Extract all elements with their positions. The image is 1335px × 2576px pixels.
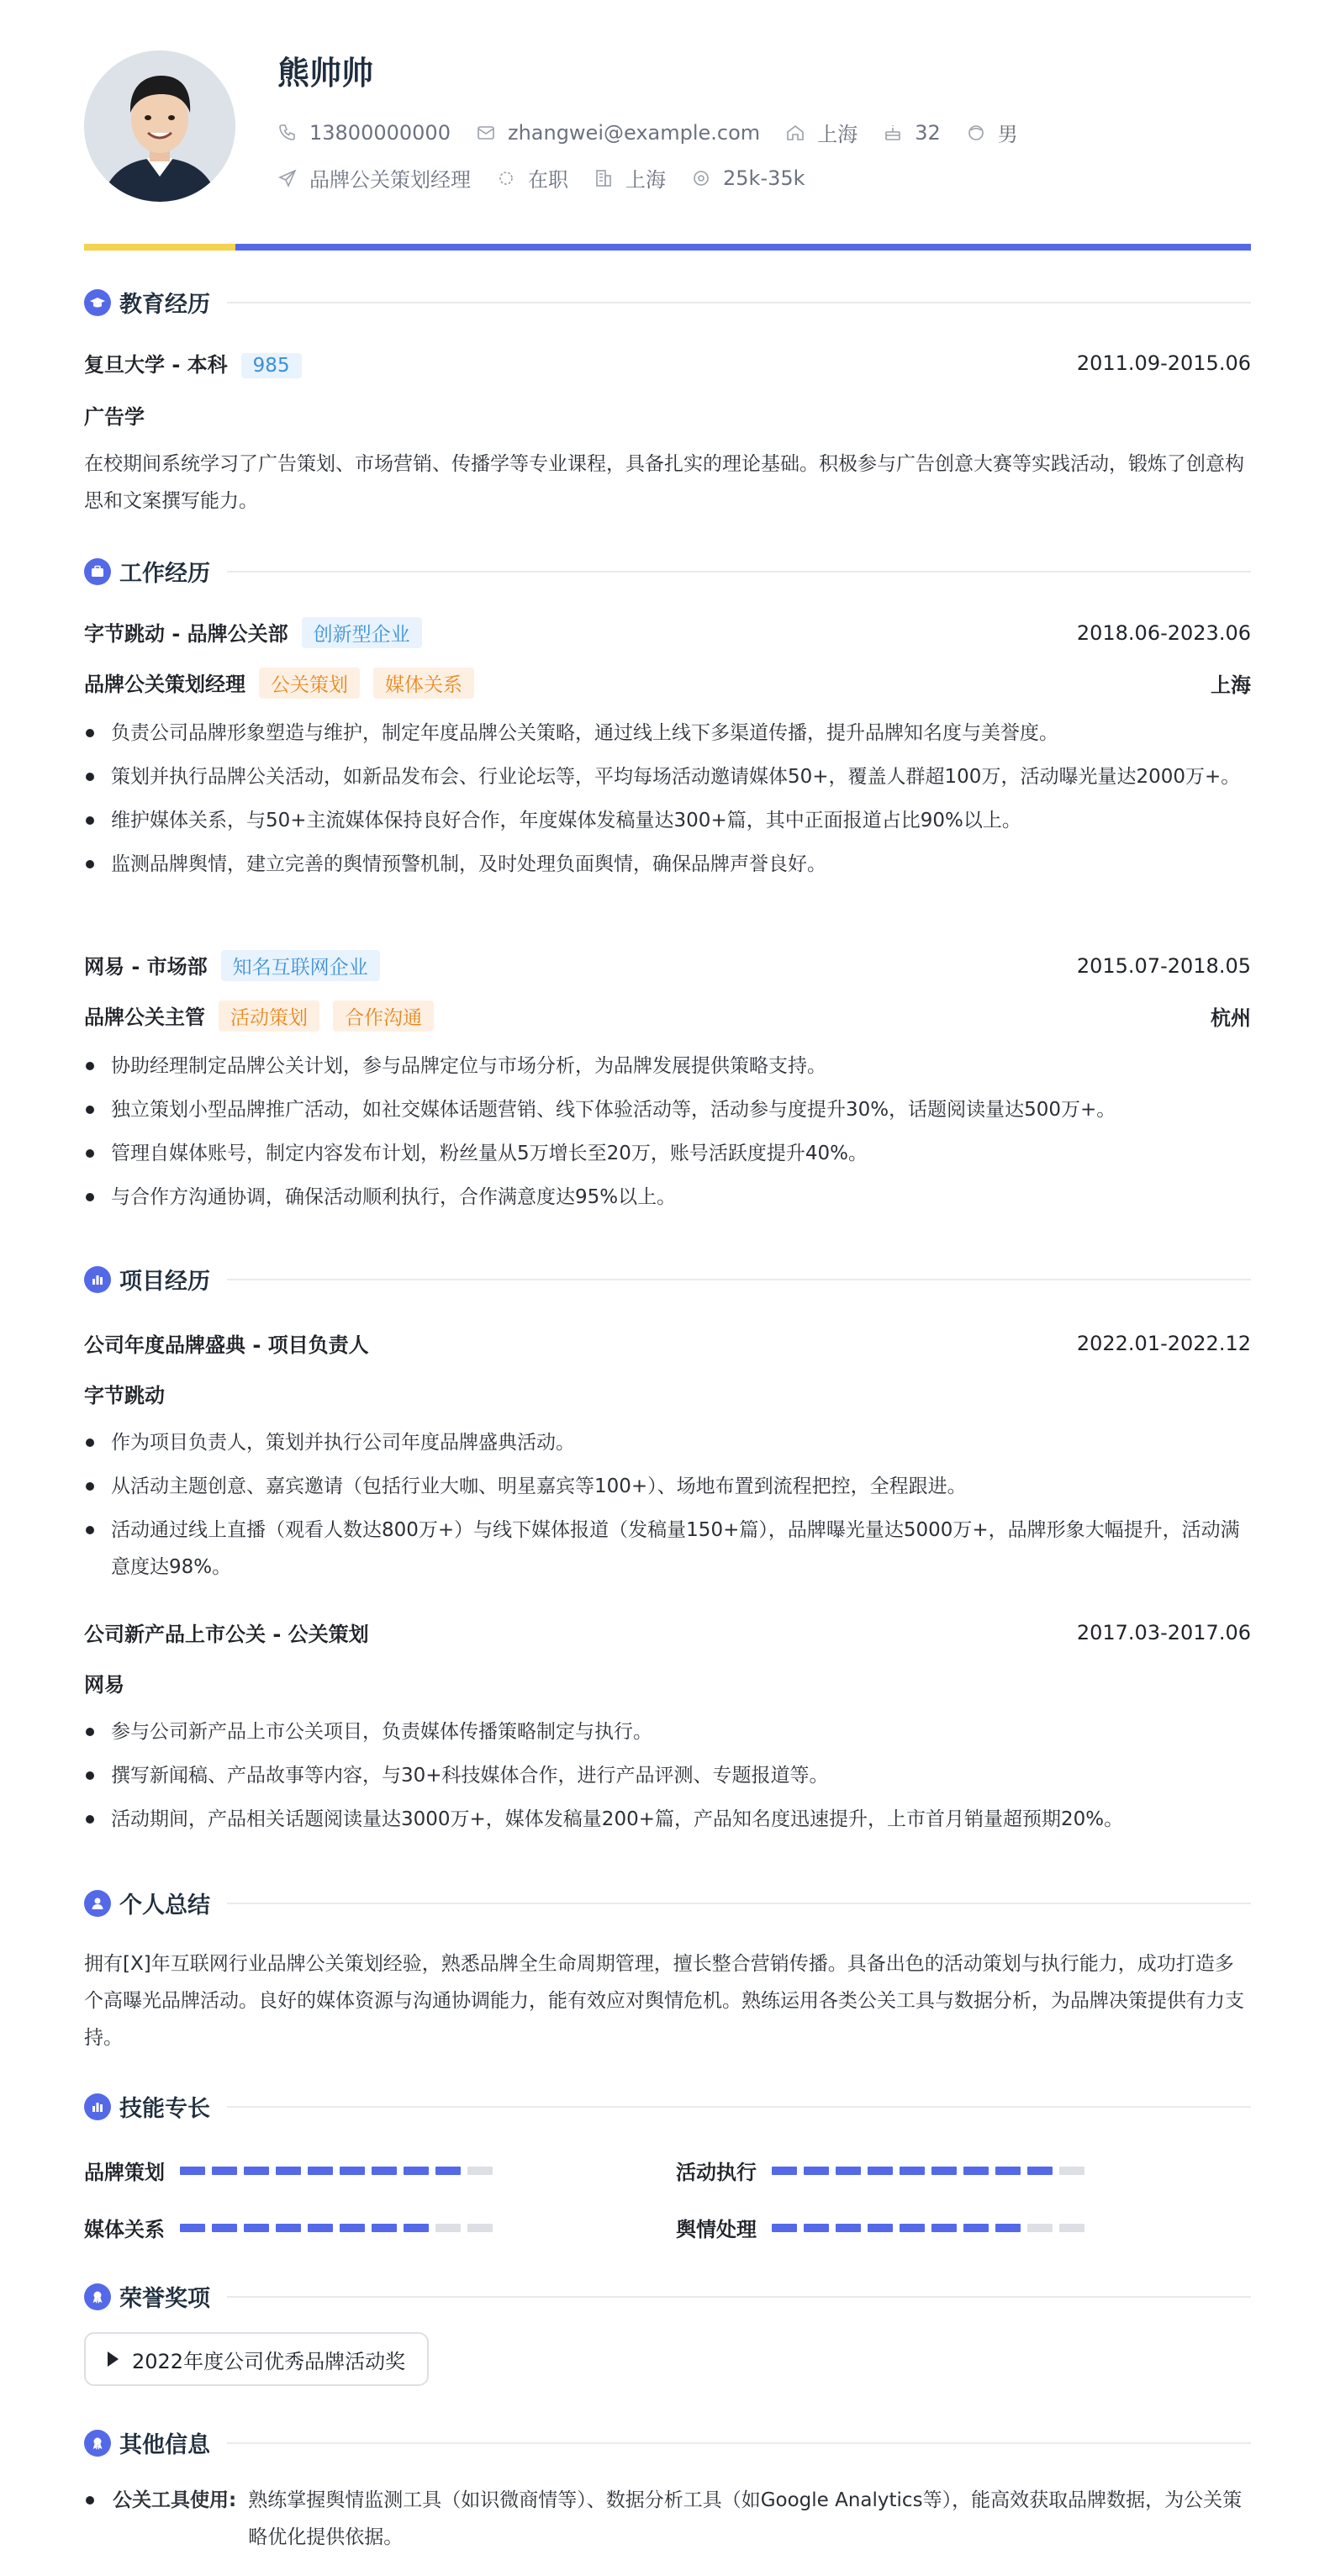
list-item: 撰写新闻稿、产品故事等内容，与30+科技媒体合作，进行产品评测、专题报道等。 [84,1757,1251,1794]
section-title: 个人总结 [119,1892,210,1919]
skill-dash [995,2224,1021,2232]
skill-dash [900,2167,925,2175]
summary-text: 拥有[X]年互联网行业品牌公关策划经验，熟悉品牌全生命周期管理，擅长整合营销传播。具备出色的活动策划与执行能力，成功打造多个高曝光品牌活动。良好的媒体资源与沟通协调能力，能有效应对舆情危机。熟练运用各类公关工具与数据分析，为品牌决策提供有力支持。 [84,1953,1244,2049]
skill-name: 活动执行 [676,2161,757,2184]
salary-item [691,166,805,190]
location-text: 上海 [817,123,858,146]
company-tag: 知名互联网企业 [221,950,380,981]
role-tag: 媒体关系 [373,668,474,699]
skill-dash [212,2167,237,2175]
skill-level-bar [180,2167,499,2175]
job-location: 上海 [1211,673,1251,697]
skill-dash [995,2167,1021,2175]
position-item [277,163,471,193]
gender-icon [966,123,986,143]
job-location: 杭州 [1211,1006,1251,1030]
skill-dash [804,2224,829,2232]
email-text: zhangwei@example.com [507,120,761,145]
status-text: 在职 [528,168,568,192]
skill-level-bar [772,2224,1091,2232]
project-header [84,1328,1251,1358]
section-skills [84,2090,1251,2123]
email-item [476,121,760,145]
city-item [594,163,666,193]
company-tag: 创新型企业 [302,617,422,648]
send-icon [277,168,298,188]
award-item[interactable] [84,2332,429,2386]
phone-item [277,121,451,145]
section-title: 技能专长 [119,2096,210,2122]
education-header [84,348,1251,378]
skill-dash [1059,2167,1084,2175]
list-item: 维护媒体关系，与50+主流媒体保持良好合作，年度媒体发稿量达300+篇，其中正面报道占比90%以上。 [84,802,1251,839]
skill-level-bar [772,2167,1091,2175]
skill-dash [963,2167,989,2175]
school-tag: 985 [241,353,302,378]
skill-dash [276,2167,301,2175]
skill-dash [467,2224,493,2232]
skill-dash [1027,2224,1053,2232]
education-desc: 在校期间系统学习了广告策划、市场营销、传播学等专业课程，具备扎实的理论基础。积极参与广告创意大赛等实践活动，锻炼了创意构思和文案撰写能力。 [84,453,1244,512]
list-item: 独立策划小型品牌推广活动，如社交媒体话题营销、线下体验活动等，活动参与度提升30%，话题阅读量达500万+。 [84,1091,1251,1128]
skill-dash [372,2167,397,2175]
job-header [84,617,1251,648]
graduation-cap-icon [84,289,111,316]
section-title: 教育经历 [119,292,210,318]
skill-dash [340,2224,365,2232]
list-item: 活动通过线上直播（观看人数达800万+）与线下媒体报道（发稿量150+篇），品牌曝光量达5000万+，品牌形象大幅提升，活动满意度达98%。 [84,1512,1251,1586]
skill-dash [836,2224,861,2232]
role-tag: 合作沟通 [333,1000,434,1032]
skill-item [84,2156,499,2185]
list-item: 协助经理制定品牌公关计划，参与品牌定位与市场分析，为品牌发展提供策略支持。 [84,1048,1251,1085]
candidate-name: 熊帅帅 [277,55,374,92]
project-date: 2017.03-2017.06 [1076,1620,1251,1644]
bar-chart-icon [84,1266,111,1293]
award-icon [84,2283,111,2310]
skill-dash [180,2167,205,2175]
skill-dash [308,2167,333,2175]
play-icon [108,2352,119,2367]
job-header [84,950,1251,981]
job-bullets [84,1048,1251,1216]
role-tag: 活动策划 [219,1000,319,1032]
section-title: 其他信息 [119,2432,210,2458]
skill-dash [868,2167,893,2175]
job-date: 2015.07-2018.05 [1076,953,1251,978]
skill-dash [1027,2167,1053,2175]
position-text: 品牌公关策划经理 [309,168,471,192]
location-item [785,118,857,147]
award-icon [84,2430,111,2457]
project-date: 2022.01-2022.12 [1076,1331,1251,1355]
skill-dash [467,2167,493,2175]
education-date: 2011.09-2015.06 [1076,351,1251,375]
contact-row [277,118,1043,147]
list-item: 与合作方沟通协调，确保活动顺利执行，合作满意度达95%以上。 [84,1179,1251,1216]
skill-name: 品牌策划 [84,2161,165,2184]
home-icon [785,123,805,143]
project-org: 网易 [84,1673,124,1697]
skill-dash [404,2224,429,2232]
skill-item [676,2213,1091,2242]
gender-text: 男 [997,123,1018,146]
salary-text: 25k-35k [723,166,805,190]
company-name: 网易 - 市场部 [84,955,208,979]
project-name: 公司新产品上市公关 - 公关策划 [84,1623,369,1646]
skill-dash [276,2224,301,2232]
other-info-item [84,2482,1251,2556]
skill-name: 舆情处理 [676,2218,757,2241]
skill-dash [900,2224,925,2232]
school-name: 复旦大学 - 本科 [84,353,228,377]
list-item: 策划并执行品牌公关活动，如新品发布会、行业论坛等，平均每场活动邀请媒体50+，覆盖人群超100万，活动曝光量达2000万+。 [84,758,1251,795]
skill-dash [836,2167,861,2175]
skill-dash [772,2224,797,2232]
skill-dash [340,2167,365,2175]
job-role-row [84,1000,1251,1032]
job-role-row [84,668,1251,699]
award-text: 2022年度公司优秀品牌活动奖 [132,2349,406,2373]
project-org: 字节跳动 [84,1384,165,1407]
header-divider [84,244,1251,251]
cake-icon [883,123,903,143]
section-other [84,2426,1251,2459]
skill-dash [931,2167,957,2175]
section-title: 荣誉奖项 [119,2286,210,2312]
role-title: 品牌公关策划经理 [84,673,245,696]
company-name: 字节跳动 - 品牌公关部 [84,622,288,646]
other-value: 熟练掌握舆情监测工具（如识微商情等）、数据分析工具（如Google Analytics等），能高效获取品牌数据，为公关策略优化提供依据。 [248,2489,1243,2548]
skill-dash [180,2224,205,2232]
project-header [84,1618,1251,1647]
school-line [84,348,302,378]
skill-item [676,2156,1091,2185]
skill-dash [772,2167,797,2175]
list-item: 管理自媒体账号，制定内容发布计划，粉丝量从5万增长至20万，账号活跃度提升40%。 [84,1135,1251,1172]
role-tag: 公关策划 [259,668,360,699]
project-name: 公司年度品牌盛典 - 项目负责人 [84,1333,369,1357]
user-icon [84,1890,111,1917]
bar-chart-icon [84,2093,111,2120]
skill-level-bar [180,2224,499,2232]
job-date: 2018.06-2023.06 [1076,620,1251,645]
skill-dash [435,2167,461,2175]
project-bullets [84,1713,1251,1838]
skill-dash [1059,2224,1084,2232]
briefcase-icon [84,558,111,585]
skill-dash [804,2167,829,2175]
status-item [496,163,568,193]
skill-dash [308,2224,333,2232]
gender-item [966,118,1018,147]
job-info-row [277,163,831,193]
age-text: 32 [915,120,941,145]
age-item [883,121,941,145]
skill-dash [372,2224,397,2232]
job-bullets [84,715,1251,883]
other-key: 公关工具使用: [113,2489,237,2511]
skill-dash [435,2224,461,2232]
list-item: 从活动主题创意、嘉宾邀请（包括行业大咖、明星嘉宾等100+）、场地布置到流程把控，全程跟进。 [84,1468,1251,1505]
building-icon [594,168,614,188]
project-bullets [84,1424,1251,1586]
skill-dash [931,2224,957,2232]
list-item: 作为项目负责人，策划并执行公司年度品牌盛典活动。 [84,1424,1251,1461]
phone-icon [277,123,298,143]
role-title: 品牌公关主管 [84,1006,205,1029]
section-work [84,555,1251,588]
skill-dash [868,2224,893,2232]
skill-dash [212,2224,237,2232]
section-summary [84,1887,1251,1919]
avatar [84,50,235,202]
list-item: 监测品牌舆情，建立完善的舆情预警机制，及时处理负面舆情，确保品牌声誉良好。 [84,846,1251,883]
coin-icon [691,168,711,188]
skill-dash [963,2224,989,2232]
list-item: 参与公司新产品上市公关项目，负责媒体传播策略制定与执行。 [84,1713,1251,1750]
section-education [84,286,1251,319]
section-projects [84,1263,1251,1296]
status-icon [496,168,516,188]
phone-text: 13800000000 [309,120,451,145]
list-item: 活动期间，产品相关话题阅读量达3000万+，媒体发稿量200+篇，产品知名度迅速提升，上市首月销量超预期20%。 [84,1801,1251,1838]
list-item: 负责公司品牌形象塑造与维护，制定年度品牌公关策略，通过线上线下多渠道传播，提升品牌知名度与美誉度。 [84,715,1251,752]
resume-header [84,0,1251,247]
skill-dash [244,2224,269,2232]
skill-item [84,2213,499,2242]
skill-name: 媒体关系 [84,2218,165,2241]
section-title: 项目经历 [119,1269,210,1295]
skill-dash [244,2167,269,2175]
major: 广告学 [84,405,145,429]
section-honors [84,2280,1251,2313]
skill-dash [404,2167,429,2175]
mail-icon [476,123,496,143]
city-text: 上海 [625,168,666,192]
section-title: 工作经历 [119,561,210,587]
